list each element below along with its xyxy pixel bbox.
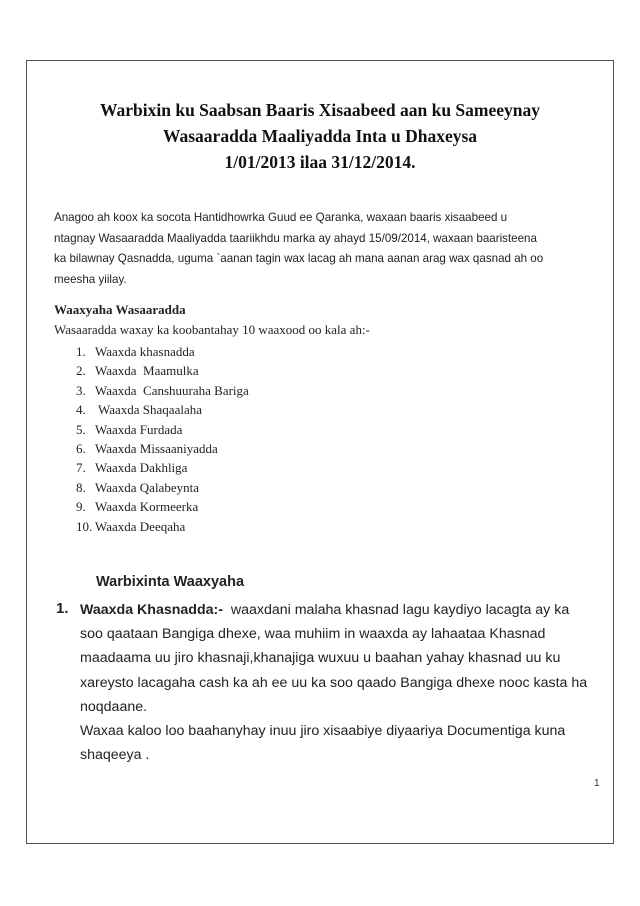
list-item-number: 1. xyxy=(76,344,86,359)
list-item xyxy=(76,381,249,400)
list-item-label: Waaxda Missaaniyadda xyxy=(95,440,218,456)
list-item-label: Waaxda Furdada xyxy=(95,421,183,437)
intro-line: ka bilawnay Qasnadda, uguma `aanan tagin wax lacag ah mana aanan arag wax qasnad ah oo xyxy=(54,252,544,265)
report-item-line: shaqeeya . xyxy=(80,747,150,764)
intro-line: meesha yiilay. xyxy=(54,272,127,286)
list-item-label: Waaxda Shaqaalaha xyxy=(95,402,202,418)
intro-line: Anagoo ah koox ka socota Hantidhowrka Guud ee Qaranka, waxaan baaris xisaabeed u xyxy=(54,211,508,224)
report-item-lead: Waaxda Khasnadda:- xyxy=(80,602,223,618)
list-item-number: 7. xyxy=(76,460,86,476)
list-item-number: 9. xyxy=(76,499,86,515)
list-item-label: Waaxda Kormeerka xyxy=(95,499,199,515)
list-item xyxy=(76,497,249,516)
list-item xyxy=(76,361,249,380)
list-item-label: Waaxda Maamulka xyxy=(95,363,199,379)
list-item xyxy=(76,439,249,458)
list-item xyxy=(76,342,249,361)
list-item-label: Waaxda khasnadda xyxy=(95,344,195,359)
list-item-number: 5. xyxy=(76,421,86,437)
page-number: 1 xyxy=(594,778,600,789)
list-item-number: 8. xyxy=(76,479,86,495)
list-item-number: 4. xyxy=(76,402,86,418)
list-item-number: 6. xyxy=(76,440,86,456)
report-item-line: Waxaa kaloo loo baahanyhay inuu jiro xisaabiye diyaariya Documentiga kuna xyxy=(80,723,566,740)
intro-paragraph xyxy=(54,208,594,290)
list-item-label: Waaxda Deeqaha xyxy=(95,518,186,534)
report-item-line: noqdaane. xyxy=(80,698,148,715)
list-item xyxy=(76,517,249,536)
list-item xyxy=(76,458,249,477)
list-item-label: Waaxda Qalabeynta xyxy=(95,479,199,495)
list-item xyxy=(76,420,249,439)
report-item-line: maadaama uu jiro khasnaji,khanajiga wuxuu u baahan yahay khasnad uu ku xyxy=(80,650,561,667)
report-item-first-line xyxy=(80,598,610,622)
report-item-number: 1. xyxy=(56,600,69,617)
report-title-line-1: Warbixin ku Saabsan Baaris Xisaabeed aan ku Sameeynay xyxy=(99,100,541,120)
report-section-heading: Warbixinta Waaxyaha xyxy=(96,574,245,590)
departments-heading: Waaxyaha Wasaaradda xyxy=(54,302,186,317)
report-item-body xyxy=(80,598,610,767)
report-item-line: xareysto lacagaha cash ka ah ee uu ka soo qaado Bangiga dhexe nooc kasta ha xyxy=(80,674,588,691)
report-title-dates: 1/01/2013 ilaa 31/12/2014. xyxy=(224,152,416,172)
list-item xyxy=(76,400,249,419)
list-item-label: Waaxda Canshuuraha Bariga xyxy=(95,382,249,398)
report-title-line-2: Wasaaradda Maaliyadda Inta u Dhaxeysa xyxy=(162,126,478,146)
departments-subheading: Wasaaradda waxay ka koobantahay 10 waaxood oo kala ah:- xyxy=(54,322,370,337)
list-item-number: 2. xyxy=(76,363,86,379)
list-item-number: 3. xyxy=(76,382,86,398)
intro-line: ntagnay Wasaaradda Maaliyadda taariikhdu marka ay ahayd 15/09/2014, waxaan baaristeena xyxy=(54,231,537,245)
list-item xyxy=(76,478,249,497)
list-item-number: 10. xyxy=(76,518,93,534)
report-item-line: soo qaataan Bangiga dhexe, waa muhiim in waaxda ay lahaataa Khasnad xyxy=(80,626,546,643)
report-item-line-text: waaxdani malaha khasnad lagu kaydiyo lacagta ay ka xyxy=(222,602,570,618)
list-item-label: Waaxda Dakhliga xyxy=(95,460,188,476)
departments-list xyxy=(76,342,249,536)
